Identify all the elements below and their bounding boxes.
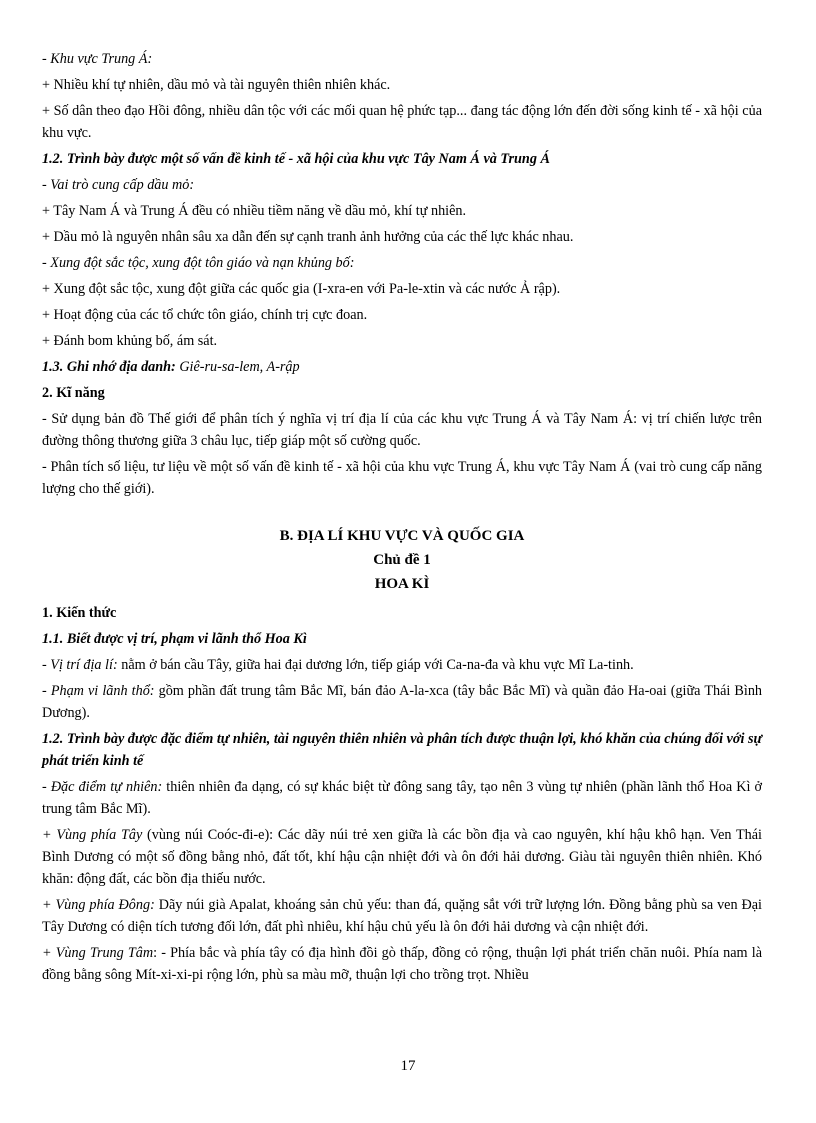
- skill-map: - Sử dụng bản đồ Thế giới để phân tích ý nghĩa vị trí địa lí của các khu vực Trung Á và Tây Nam Á: vị trí chiến lược trên đường thông thương giữa 3 châu lục, tiếp giáp một số cường quốc.: [42, 411, 762, 449]
- country-title: HOA KÌ: [374, 576, 430, 592]
- bullet-oil-potential: + Tây Nam Á và Trung Á đều có nhiều tiềm năng về dầu mỏ, khí tự nhiên.: [42, 203, 467, 219]
- location-text: nằm ở bán cầu Tây, giữa hai đại dương lớn, tiếp giáp với Ca-na-đa và khu vực Mĩ La-tinh.: [117, 657, 634, 673]
- heading-1-2-usa: 1.2. Trình bày được đặc điểm tự nhiên, tài nguyên thiên nhiên và phân tích được thuận lợi, khó khăn của chúng đối với sự phát triển kinh tế: [42, 731, 762, 769]
- bullet-population: + Số dân theo đạo Hồi đông, nhiều dân tộc với các mối quan hệ phức tạp... đang tác động lớn đến đời sống kinh tế - xã hội của khu vực.: [42, 103, 762, 141]
- spacer: [42, 502, 762, 524]
- territory-line: [42, 678, 762, 726]
- heading-1-2: 1.2. Trình bày được một số vấn đề kinh tế - xã hội của khu vực Tây Nam Á và Trung Á: [42, 151, 550, 167]
- central-label: + Vùng Trung Tâm: [42, 945, 154, 961]
- east-region: [42, 892, 762, 940]
- central-region: [42, 940, 762, 988]
- heading-1-1: 1.1. Biết được vị trí, phạm vi lãnh thổ Hoa Kì: [42, 631, 307, 647]
- heading-knowledge: 1. Kiến thức: [42, 605, 117, 621]
- page-number: 17: [400, 1058, 416, 1074]
- bullet-ethnic-conflict: + Xung đột sắc tộc, xung đột giữa các quốc gia (I-xra-en với Pa-le-xtin và các nước Ả rập).: [42, 281, 561, 297]
- subheading-central-asia: - Khu vực Trung Á:: [42, 51, 153, 67]
- bullet-oil-cause: + Dầu mỏ là nguyên nhân sâu xa dẫn đến sự cạnh tranh ảnh hưởng của các thế lực khác nhau.: [42, 229, 574, 245]
- west-label: + Vùng phía Tây: [42, 827, 143, 843]
- subheading-conflicts: - Xung đột sắc tộc, xung đột tôn giáo và nạn khủng bố:: [42, 255, 355, 271]
- heading-skills: 2. Kĩ năng: [42, 385, 105, 401]
- location-line: [42, 652, 762, 678]
- nature-label: - Đặc điểm tự nhiên:: [42, 779, 163, 795]
- west-text: (vùng núi Coóc-đi-e): Các dãy núi trẻ xen giữa là các bồn địa và cao nguyên, khí hậu khô hạn. Ven Thái Bình Dương có một số đồng bằng nhỏ, đất tốt, khí hậu cận nhiệt đới và ôn đới hải dương. Giàu tài nguyên thiên nhiên. Khó khăn: động đất, các bồn địa thiếu nước.: [42, 827, 762, 887]
- place-names-label: 1.3. Ghi nhớ địa danh:: [42, 359, 176, 375]
- east-text: Dãy núi già Apalat, khoáng sản chủ yếu: than đá, quặng sắt với trữ lượng lớn. Đồng bằng phù sa ven Đại Tây Dương có diện tích tương đối lớn, đất phì nhiêu, khí hậu chủ yếu là ôn đới hải dương và cận nhiệt đới.: [42, 897, 762, 935]
- nature-line: [42, 774, 762, 822]
- nature-text: thiên nhiên đa dạng, có sự khác biệt từ đông sang tây, tạo nên 3 vùng tự nhiên (phần lãnh thổ Hoa Kì ở trung tâm Bắc Mĩ).: [42, 779, 762, 817]
- topic-title: Chủ đề 1: [373, 552, 431, 568]
- skill-data: - Phân tích số liệu, tư liệu về một số vấn đề kinh tế - xã hội của khu vực Trung Á, khu vực Tây Nam Á (vai trò cung cấp năng lượng cho thế giới).: [42, 459, 762, 497]
- subheading-oil-role: - Vai trò cung cấp dầu mỏ:: [42, 177, 195, 193]
- bullet-resources: + Nhiều khí tự nhiên, dầu mỏ và tài nguyên thiên nhiên khác.: [42, 77, 391, 93]
- bullet-extremism: + Hoạt động của các tổ chức tôn giáo, chính trị cực đoan.: [42, 307, 368, 323]
- territory-text: gồm phần đất trung tâm Bắc Mĩ, bán đảo A-la-xca (tây bắc Bắc Mĩ) và quần đảo Ha-oai (giữa Thái Bình Dương).: [42, 683, 763, 721]
- section-b-title: B. ĐỊA LÍ KHU VỰC VÀ QUỐC GIA: [279, 528, 525, 544]
- central-text: : - Phía bắc và phía tây có địa hình đồi gò thấp, đồng cỏ rộng, thuận lợi phát triển chăn nuôi. Phía nam là đồng bằng sông Mít-xi-xi-pi rộng lớn, phù sa màu mỡ, thuận lợi cho trồng trọt. Nhiều: [42, 945, 762, 983]
- territory-label: - Phạm vi lãnh thổ:: [42, 683, 155, 699]
- east-label: + Vùng phía Đông:: [42, 897, 155, 913]
- heading-1-3: [42, 354, 762, 380]
- bullet-terrorism: + Đánh bom khủng bố, ám sát.: [42, 333, 218, 349]
- west-region: [42, 822, 762, 892]
- place-names-value: Giê-ru-sa-lem, A-rập: [175, 359, 300, 375]
- location-label: - Vị trí địa lí:: [42, 657, 118, 673]
- document-page: [42, 46, 762, 988]
